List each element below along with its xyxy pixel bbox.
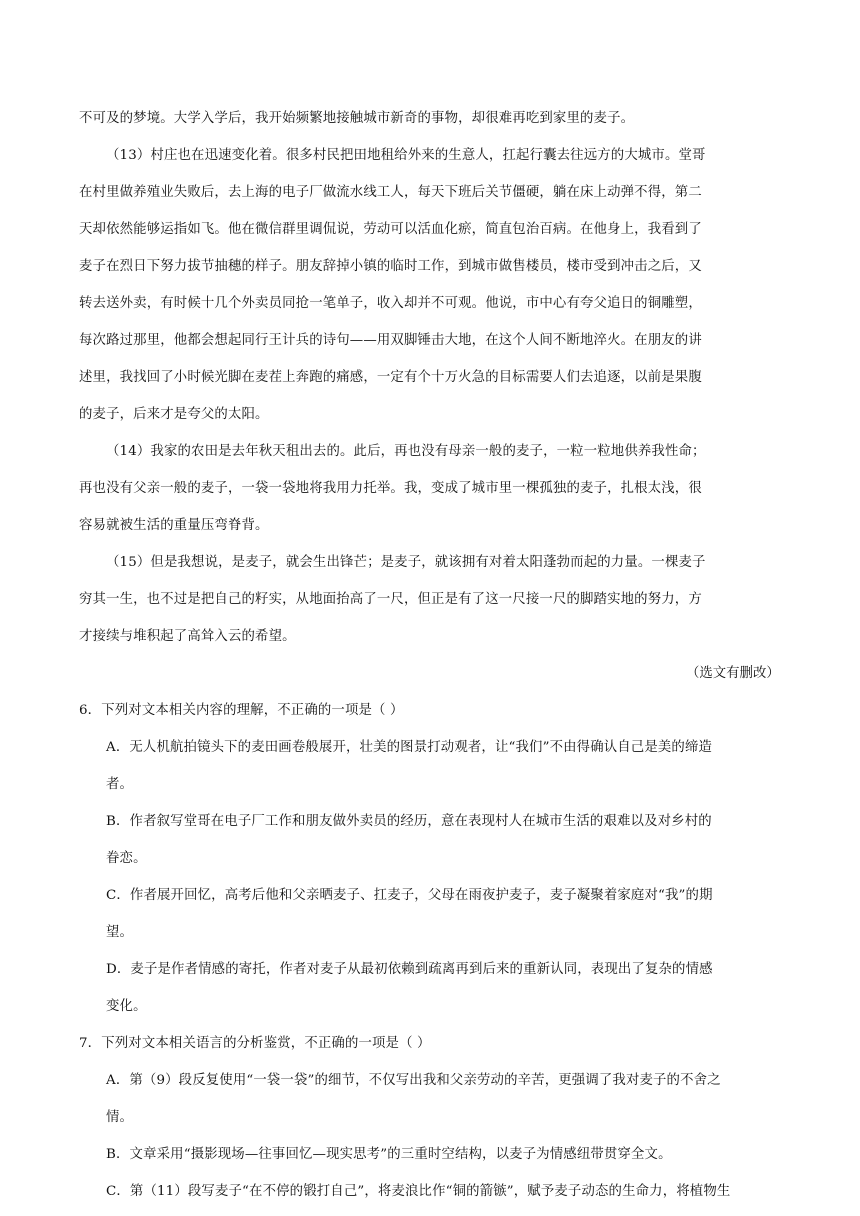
paragraph-13-line-4: 麦子在烈日下努力拔节抽穗的样子。朋友辞掉小镇的临时工作，到城市做售楼员，楼市受到冲击之后，又 [79,259,702,274]
question-6-stem: 6．下列对文本相关内容的理解，不正确的一项是（ ） [79,703,404,718]
paragraph-13-line-1: （13）村庄也在迅速变化着。很多村民把田地租给外来的生意人，扛起行囊去往远方的大城市。堂哥 [106,148,706,163]
paragraph-13-line-6: 每次路过那里，他都会想起同行王计兵的诗句——用双脚锤击大地，在这个人间不断地淬火。在朋友的讲 [79,333,702,348]
question-6-option-c-line-2: 望。 [106,925,134,940]
question-6-option-d-line-2: 变化。 [106,999,147,1014]
paragraph-12-line-1: 不可及的梦境。大学入学后，我开始频繁地接触城市新奇的事物，却很难再吃到家里的麦子。 [79,111,635,126]
question-6-option-a-line-1: A．无人机航拍镜头下的麦田画卷般展开，壮美的图景打动观者，让“我们”不由得确认自己是美的缔造 [106,740,713,755]
paragraph-14-line-1: （14）我家的农田是去年秋天租出去的。此后，再也没有母亲一般的麦子，一粒一粒地供养我性命； [106,444,706,459]
paragraph-14-line-3: 容易就被生活的重量压弯脊背。 [79,518,269,533]
paragraph-15-line-2: 穷其一生，也不过是把自己的籽实，从地面抬高了一尺，但正是有了这一尺接一尺的脚踏实地的努力，方 [79,592,702,607]
question-7-option-a-line-2: 情。 [106,1110,134,1125]
paragraph-15-line-3: 才接续与堆积起了高耸入云的希望。 [79,629,296,644]
question-6-option-b-line-2: 眷恋。 [106,851,147,866]
paragraph-13-line-8: 的麦子，后来才是夸父的太阳。 [79,407,269,422]
question-7-option-c-line-1: C．第（11）段写麦子“在不停的锻打自己”，将麦浪比作“铜的箭镞”，赋予麦子动态的生命力，将植物生 [106,1184,731,1199]
question-7-option-b-line-1: B．文章采用“摄影现场—往事回忆—现实思考”的三重时空结构，以麦子为情感纽带贯穿全文。 [106,1147,672,1162]
question-6-option-d-line-1: D．麦子是作者情感的寄托，作者对麦子从最初依赖到疏离再到后来的重新认同，表现出了复杂的情感 [106,962,713,977]
paragraph-13-line-5: 转去送外卖，有时候十几个外卖员同抢一笔单子，收入却并不可观。他说，市中心有夸父追日的铜雕塑， [79,296,702,311]
question-7-stem: 7．下列对文本相关语言的分析鉴赏，不正确的一项是（ ） [79,1036,431,1051]
paragraph-15-line-1: （15）但是我想说，是麦子，就会生出锋芒；是麦子，就该拥有对着太阳蓬勃而起的力量。一棵麦子 [106,555,706,570]
source-note: （选文有删改） [686,666,780,681]
paragraph-14-line-2: 再也没有父亲一般的麦子，一袋一袋地将我用力托举。我，变成了城市里一棵孤独的麦子，扎根太浅，很 [79,481,702,496]
paragraph-13-line-3: 天却依然能够运指如飞。他在微信群里调侃说，劳动可以活血化瘀，简直包治百病。在他身上，我看到了 [79,222,702,237]
question-6-option-b-line-1: B．作者叙写堂哥在电子厂工作和朋友做外卖员的经历，意在表现村人在城市生活的艰难以及对乡村的 [106,814,712,829]
question-6-option-c-line-1: C．作者展开回忆，高考后他和父亲晒麦子、扛麦子，父母在雨夜护麦子，麦子凝聚着家庭对“我”的期 [106,888,713,903]
question-7-option-a-line-1: A．第（9）段反复使用“一袋一袋”的细节，不仅写出我和父亲劳动的辛苦，更强调了我对麦子的不舍之 [106,1073,721,1088]
question-6-option-a-line-2: 者。 [106,777,134,792]
paragraph-13-line-7: 述里，我找回了小时候光脚在麦茬上奔跑的痛感，一定有个十万火急的目标需要人们去追逐，以前是果腹 [79,370,702,385]
paragraph-13-line-2: 在村里做养殖业失败后，去上海的电子厂做流水线工人，每天下班后关节僵硬，躺在床上动弹不得，第二 [79,185,702,200]
